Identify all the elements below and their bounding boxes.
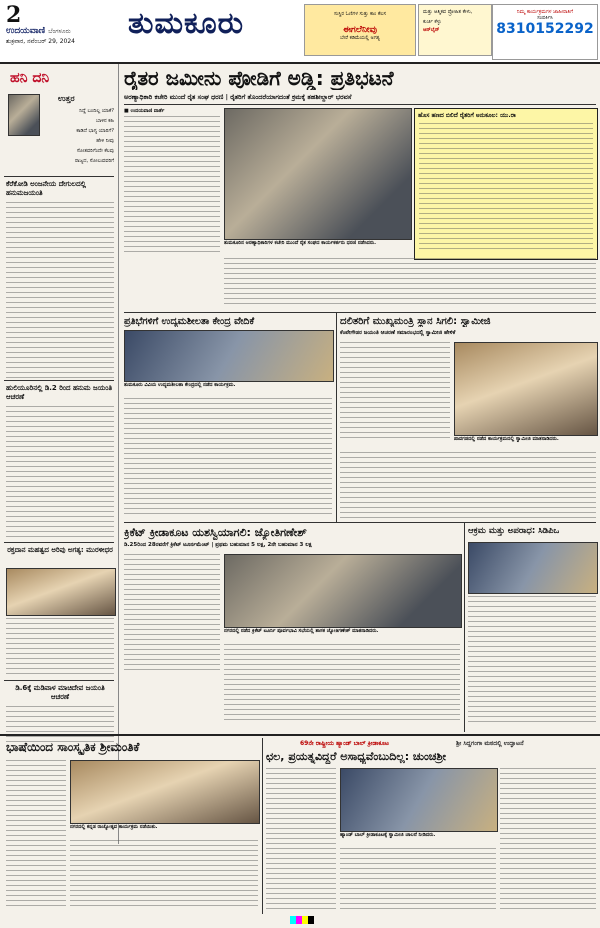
poem-line: ರಾಜ್ಯದ, ಸೋಲುವವರಿಗೆ: [74, 158, 114, 164]
ad-line: ಸಂಪರ್ಕಿಸಿ: [537, 15, 553, 21]
edition-city: ತುಮಕೂರು: [128, 6, 245, 41]
lead-body-bottom: [224, 258, 596, 308]
divider: [4, 380, 114, 381]
effort-body-bottom: [340, 848, 496, 910]
lead-photo: [224, 108, 412, 240]
culture-body-bottom: [70, 840, 258, 910]
training-body: [124, 398, 332, 514]
divider: [4, 176, 114, 177]
culture-caption: ನಗರದಲ್ಲಿ ಕನ್ನಡ ರಾಜ್ಯೋತ್ಸವ ಕಾರ್ಯಕ್ರಮ ನಡೆಯಿತು.: [70, 824, 158, 830]
divider: [124, 104, 596, 105]
column-logo: ಹನಿ ದನಿ: [10, 70, 50, 86]
cricket-headline: ಕ್ರಿಕೆಟ್ ಕ್ರೀಡಾಕೂಟ ಯಶಸ್ವಿಯಾಗಲಿ: ಜ್ಯೋತಿಗಣೇಶ್: [124, 526, 307, 539]
training-photo: [124, 330, 334, 382]
advert-right: [492, 4, 598, 60]
effort-kicker-2: ಶ್ರೀ ಸಿದ್ದಗಂಗಾ ಮಠದಲ್ಲಿ ಉದ್ಘಾಟನೆ: [456, 740, 524, 747]
left-column: [0, 64, 119, 844]
swamiji-headline: ದಲಿತರಿಗೆ ಮುಖ್ಯಮಂತ್ರಿ ಸ್ಥಾನ ಸಿಗಲಿ: ಸ್ವಾಮೀಜಿ: [340, 316, 491, 327]
divider: [4, 680, 114, 681]
column-rule: [262, 738, 263, 914]
effort-body-col1: [266, 768, 336, 910]
story1-headline: ಕೆರೆಕೋಡಿ ಅಂಜನೇಯ ದೇಗುಲದಲ್ಲಿ ಹನುಮಜಯಂತಿ: [6, 180, 86, 197]
story1-body: [6, 202, 114, 378]
culture-photo: [70, 760, 260, 824]
drugs-photo: [468, 542, 598, 594]
poem-line: ಹೇಳಿ ನೀವು: [96, 138, 114, 144]
poem-title: ಉತ್ತರ: [58, 94, 75, 103]
divider: [124, 312, 596, 313]
ad-line: ಮತ್ತು ಆತ್ಮಿಕವ ಪ್ರೋಹಿತ ಕೇಳು,: [423, 9, 473, 15]
sidebar-headline: ಹೊಸ ಹಣದ ಬಿಲಿದೆ ರೈತರಿಗೆ ಅನುಕೂಲ: ಯು.ರಾ: [418, 112, 516, 119]
column-rule: [336, 312, 337, 522]
culture-headline: ಭಾಷೆಯಿಂದ ಸಾಂಸ್ಕೃತಿಕ ಶ್ರೀಮಂತಿಕೆ: [6, 740, 140, 754]
ad-line: ಸುಸ್ಥಿರ ಓಣಿಗಳ ಸುತ್ತು ಕಾಂ ಕೆಲಸ: [333, 11, 387, 17]
drugs-body: [468, 596, 596, 724]
lead-body-col1: [124, 116, 220, 256]
effort-photo: [340, 768, 498, 832]
effort-caption: ಹ್ಯಾಂಡ್ ಬಾಲ್ ಕ್ರೀಡಾಕೂಟಕ್ಕೆ ಸ್ವಾಮೀಜಿ ಚಾಲನೆ ನೀಡಿದರು.: [340, 832, 436, 838]
story2-headline: ಹುಲಿಯೂರಿನಲ್ಲಿ ಡಿ.2 ರಿಂದ ಹನುಮ ಜಯಂತಿ ಆಚರಣೆ: [6, 384, 113, 401]
story3-headline: ರಕ್ತದಾನ ಮಹತ್ವದ ಅರಿವು ಅಗತ್ಯ: ಮುರಳೀಧರ: [7, 546, 113, 554]
poem: [44, 106, 114, 166]
cricket-caption: ನಗರದಲ್ಲಿ ನಡೆದ ಕ್ರಿಕೆಟ್ ಟೂರ್ನಿ ಪೂರ್ವಭಾವಿ ಸಭೆಯಲ್ಲಿ ಶಾಸಕ ಜ್ಯೋತಿಗಣೇಶ್ ಮಾತನಾಡಿದರು.: [224, 628, 379, 634]
lead-subhead: ಅರಣ್ಯಾಧಿಕಾರಿ ಕಚೇರಿ ಮುಂದೆ ರೈತ ಸಂಘ ಧರಣಿ | ರೈತರಿಗೆ ತೊಂದರೆಯಾಗದಂತೆ ಕ್ರಮಕ್ಕೆ ತಹಶೀಲ್ದಾರ್ ಭರವಸೆ: [124, 93, 352, 101]
ad-line: ಈಗಲೆನೀವು: [343, 25, 377, 35]
training-caption: ತುಮಕೂರು ವಿವಿಯ ಉದ್ಯಮಶೀಲತಾ ಕೇಂದ್ರದಲ್ಲಿ ನಡೆದ ಕಾರ್ಯಕ್ರಮ.: [124, 382, 236, 388]
cricket-body-bottom: [224, 644, 460, 724]
issue-date: ಶುಕ್ರವಾರ, ನವೆಂಬರ್ 29, 2024: [6, 38, 75, 45]
effort-kicker: 69ನೇ ರಾಷ್ಟ್ರೀಯ ಹ್ಯಾಂಡ್ ಬಾಲ್ ಕ್ರೀಡಾಕೂಟ: [300, 740, 389, 747]
effort-headline: ಛಲ, ಪ್ರಯತ್ನವಿದ್ದರೆ ಅಸಾಧ್ಯವೆಂಬುದಿಲ್ಲ: ಚುಂಚಶ್ರೀ: [266, 750, 447, 763]
edition: ಬೆಂಗಳೂರು: [48, 28, 71, 35]
cricket-photo: [224, 554, 462, 628]
story4-headline: ಡಿ.6ಕ್ಕೆ ಮಡಿವಾಳ ಮಾಚಿದೇವ ಜಯಂತಿ ಆಚರಣೆ: [15, 684, 105, 701]
advert-mid: [418, 4, 492, 56]
section-divider: [0, 734, 600, 736]
story3-photo: [6, 568, 116, 616]
page-number: 2: [6, 2, 22, 28]
lead-sidebar: [414, 108, 598, 260]
ad-line: ಆನ್‌ಲೈನ್: [423, 27, 440, 33]
poem-line: ಬಾಳಿನ ಕಹಿ: [96, 118, 114, 124]
drugs-headline: ಆಕ್ರಮ ಮತ್ತು ಅಪರಾಧ: ಸಿಡಿಪಿಒ: [468, 526, 560, 536]
paper-title: ಉದಯವಾಣಿ: [6, 26, 46, 36]
poem-line: ಕಾಡಿದೆ ಭಾಗ್ಯ ಯಾರಿಗೆ?: [76, 128, 114, 134]
poem-line: ನಿದ್ದೆ ಬಂದಿಲ್ಲ ಯಾಕೆ?: [79, 108, 114, 114]
culture-body-col1: [6, 760, 66, 910]
sidebar-body: [419, 123, 593, 251]
story3-body: [6, 618, 114, 676]
poem-line: ಸೋತವರಿಗೆಂದೇ ಕೆಲವು: [76, 148, 114, 154]
training-headline: ಪ್ರತಿಭೆಗಳಿಗೆ ಉದ್ಯಮಶೀಲತಾ ಕೇಂದ್ರ ವೇದಿಕೆ: [124, 316, 255, 327]
cricket-body-col1: [124, 554, 220, 672]
lead-photo-caption: ತುಮಕೂರಿನ ಅರಣ್ಯಾಧಿಕಾರಿಗಳ ಕಚೇರಿ ಮುಂದೆ ರೈತ ಸಂಘದ ಕಾರ್ಯಕರ್ತರು ಧರಣಿ ನಡೆಸಿದರು.: [224, 240, 377, 246]
swamiji-caption: ಪಾವಗಡದಲ್ಲಿ ನಡೆದ ಕಾರ್ಯಕ್ರಮದಲ್ಲಿ ಸ್ವಾಮೀಜಿ ಮಾತನಾಡಿದರು.: [454, 436, 559, 442]
ad-phone: 8310152292: [496, 21, 594, 37]
ad-line: ಕುರ್ಚಿ ಕೆಳ್ಳು: [423, 19, 442, 25]
cricket-subhead: ಡಿ.25ರಿಂದ 28ರವರೆಗೆ ಕ್ರಿಕೆಟ್ ಟೂರ್ನಮೆಂಟ್ | ಪ್ರಥಮ ಬಹುಮಾನ 5 ಲಕ್ಷ, 2ನೇ ಬಹುಮಾನ 3 ಲಕ್ಷ: [124, 542, 312, 548]
divider: [124, 522, 596, 523]
swamiji-subhead: ಕೆಂಪೇಗೌಡರ ಜಯಂತಿ ಆಚರಣೆ ಸಮಾರಂಭದಲ್ಲಿ ಸ್ವಾಮೀಜಿ ಹೇಳಿಕೆ: [340, 330, 456, 336]
story2-body: [6, 406, 114, 538]
effort-body-col3: [500, 768, 596, 910]
registration-mark: [290, 916, 314, 924]
swamiji-photo: [454, 342, 598, 436]
poet-photo: [8, 94, 40, 136]
divider: [4, 542, 114, 543]
lead-headline: ರೈತರ ಜಮೀನು ಪೋಡಿಗೆ ಅಡ್ಡಿ: ಪ್ರತಿಭಟನೆ: [124, 66, 394, 90]
advert-left: [304, 4, 416, 56]
ad-line: ಬೇರೆ ಕಡಿಮೆಯಲ್ಲಿ ಅಗತ್ಯ: [340, 35, 380, 41]
swamiji-body-col1: [340, 342, 450, 438]
swamiji-body-bottom: [340, 452, 596, 518]
paper-name: [6, 26, 71, 36]
masthead: [0, 0, 600, 64]
lead-byline: ■ ಉದಯವಾಣಿ ವಾರ್ತೆ: [124, 108, 165, 114]
column-rule: [464, 522, 465, 732]
ad-line: ನಿಮ್ಮ ಕಾರ್ಯಕ್ರಮಗಳ ಜಾಹೀರಾತಿಗೆ: [517, 9, 573, 15]
